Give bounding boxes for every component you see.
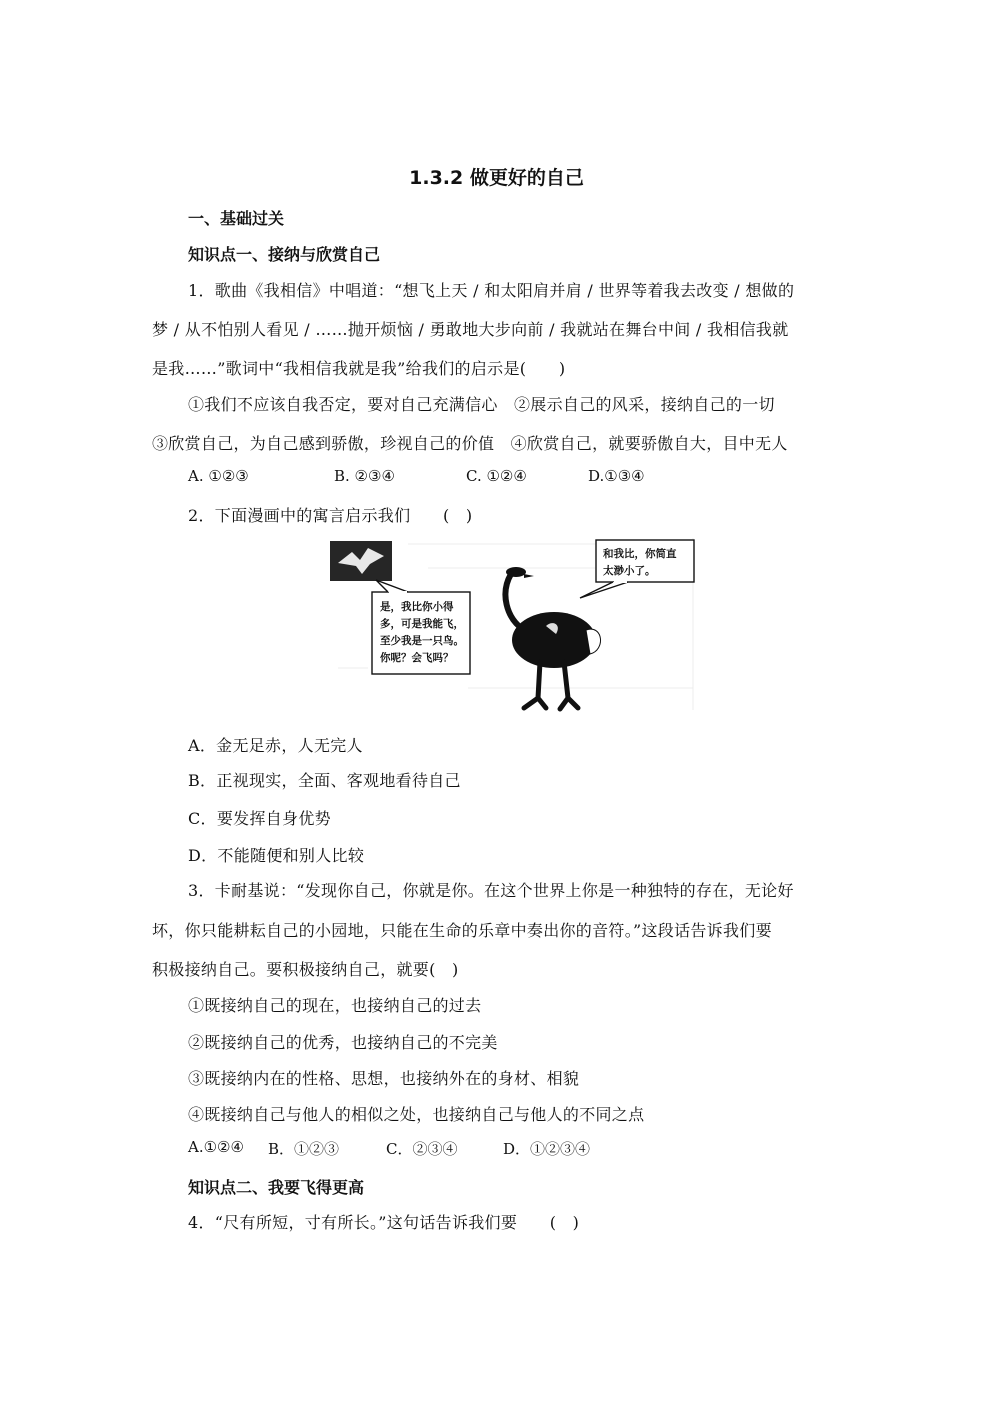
q2-stem: 2．下面漫画中的寓言启示我们 ( ) xyxy=(188,506,473,525)
q3-line-1: 3．卡耐基说：“发现你自己，你就是你。在这个世界上你是一种独特的存在，无论好 xyxy=(188,881,794,900)
bubble-right-line-2: 太渺小了。 xyxy=(603,565,656,577)
page-title: 1.3.2 做更好的自己 xyxy=(409,167,584,189)
q1-statements-2: ③欣赏自己，为自己感到骄傲，珍视自己的价值 ④欣赏自己，就要骄傲自大，目中无人 xyxy=(152,434,788,453)
q1-line-2: 梦 / 从不怕别人看见 / ……抛开烦恼 / 勇敢地大步向前 / 我就站在舞台中间 / 我相信我就 xyxy=(152,320,789,339)
q3-statement-1: ①既接纳自己的现在，也接纳自己的过去 xyxy=(188,996,482,1015)
q3-option-d: D．①②③④ xyxy=(503,1140,591,1158)
q3-line-2: 坏，你只能耕耘自己的小园地，只能在生命的乐章中奏出你的音符。”这段话告诉我们要 xyxy=(152,921,772,940)
q2-option-d: D．不能随便和别人比较 xyxy=(188,846,365,865)
bubble-right-line-1: 和我比，你简直 xyxy=(603,548,677,560)
section-heading: 一、基础过关 xyxy=(188,209,285,228)
bubble-left-line-2: 多，可是我能飞， xyxy=(380,618,464,630)
bubble-left-line-3: 至少我是一只鸟。 xyxy=(380,635,464,647)
q3-statement-3: ③既接纳内在的性格、思想，也接纳外在的身材、相貌 xyxy=(188,1069,580,1088)
q2-option-b: B．正视现实，全面、客观地看待自己 xyxy=(188,771,461,790)
knowledge-point-1: 知识点一、接纳与欣赏自己 xyxy=(188,245,381,264)
q1-line-3: 是我……”歌词中“我相信我就是我”给我们的启示是( ) xyxy=(152,359,566,378)
bubble-left-line-1: 是，我比你小得 xyxy=(380,601,454,613)
q1-option-a: A. ①②③ xyxy=(188,467,249,485)
q3-option-a: A.①②④ xyxy=(188,1138,244,1156)
q2-option-c: C．要发挥自身优势 xyxy=(188,809,331,828)
q3-statement-4: ④既接纳自己与他人的相似之处，也接纳自己与他人的不同之点 xyxy=(188,1105,645,1124)
q1-line-1: 1．歌曲《我相信》中唱道：“想飞上天 / 和太阳肩并肩 / 世界等着我去改变 / 想做的 xyxy=(188,281,795,300)
q3-statement-2: ②既接纳自己的优秀，也接纳自己的不完美 xyxy=(188,1033,498,1052)
knowledge-point-2: 知识点二、我要飞得更高 xyxy=(188,1178,365,1197)
bubble-left-line-4: 你呢？会飞吗？ xyxy=(380,652,454,664)
q1-statements-1: ①我们不应该自我否定，要对自己充满信心 ②展示自己的风采，接纳自己的一切 xyxy=(188,395,775,414)
q3-option-c: C．②③④ xyxy=(386,1140,458,1158)
q3-option-b: B．①②③ xyxy=(268,1140,340,1158)
q1-option-d: D.①③④ xyxy=(588,467,645,485)
q3-line-3: 积极接纳自己。要积极接纳自己，就要( ) xyxy=(152,960,459,979)
q4-stem: 4．“尺有所短，寸有所长。”这句话告诉我们要 ( ) xyxy=(188,1213,580,1232)
q1-option-b: B. ②③④ xyxy=(334,467,395,485)
q2-option-a: A．金无足赤，人无完人 xyxy=(188,736,363,755)
cartoon-eagle-ostrich xyxy=(328,538,698,714)
q1-option-c: C. ①②④ xyxy=(466,467,527,485)
